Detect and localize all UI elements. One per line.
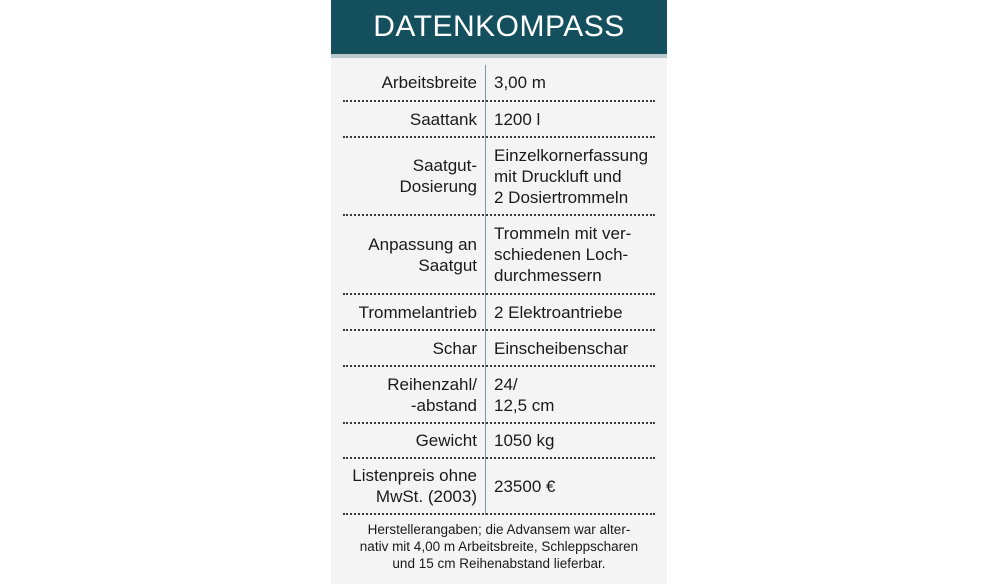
row-label: Reihenzahl/ -abstand: [387, 374, 477, 415]
footnote: Herstellerangaben; die Advansem war alter- nativ mit 4,00 m Arbeitsbreite, Schleppscharen und 15 cm Reihenabstand lieferbar.: [359, 522, 639, 571]
table-row: [343, 459, 655, 515]
row-label: Saattank: [409, 109, 477, 129]
box-title: DATENKOMPASS: [331, 0, 667, 58]
row-label: Trommelantrieb: [358, 302, 477, 322]
row-value: Trommeln mit ver- schiedenen Loch- durchmessern: [494, 224, 632, 285]
table-row: [343, 216, 655, 295]
row-label: Schar: [432, 338, 477, 358]
table-row: [343, 138, 655, 216]
table-row: [343, 331, 655, 367]
row-value: Einzelkornerfassung mit Druckluft und 2 Dosiertrommeln: [494, 145, 649, 207]
row-value: 1050 kg: [494, 431, 555, 450]
row-label: Listenpreis ohne MwSt. (2003): [352, 466, 477, 506]
row-label: Arbeitsbreite: [381, 73, 477, 92]
row-label: Saatgut- Dosierung: [399, 156, 477, 196]
table-row: [343, 295, 655, 331]
row-value: 1200 l: [494, 109, 541, 129]
table-row: [343, 424, 655, 459]
row-label: Anpassung an Saatgut: [368, 234, 477, 275]
row-label: Gewicht: [415, 431, 477, 450]
table-row: [343, 367, 655, 424]
spec-table: [331, 65, 667, 515]
row-value: 2 Elektroantriebe: [494, 302, 623, 322]
column-divider: [485, 65, 486, 515]
table-row: [343, 102, 655, 138]
data-compass-box: [331, 0, 667, 584]
row-value: 24/ 12,5 cm: [494, 374, 555, 415]
row-value: 23500 €: [494, 476, 556, 496]
table-row: [343, 65, 655, 102]
row-value: Einscheibenschar: [494, 338, 629, 358]
row-value: 3,00 m: [494, 73, 546, 92]
